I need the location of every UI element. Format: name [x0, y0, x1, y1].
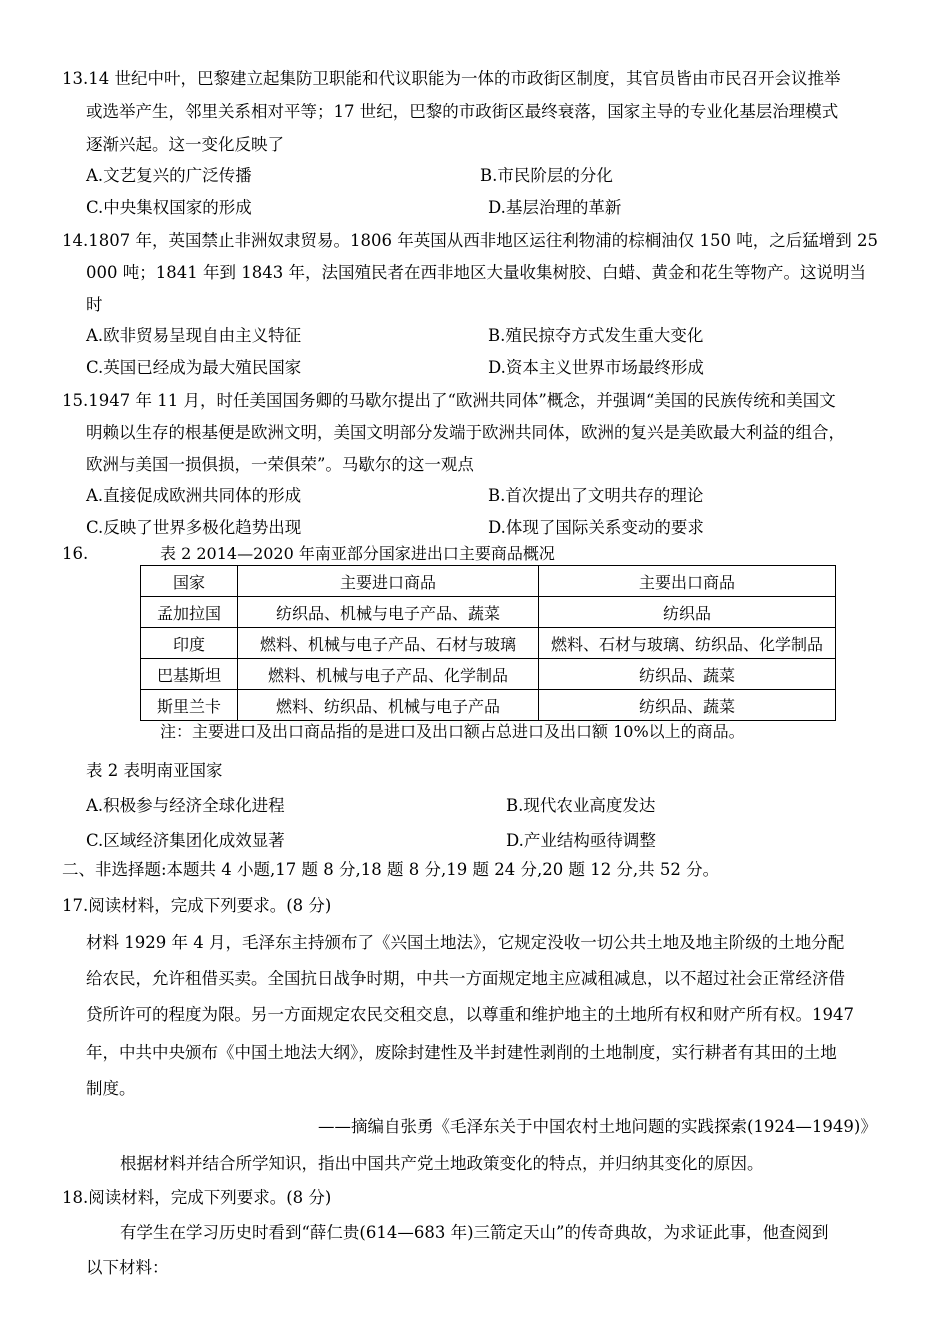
- q14-option-c: C.英国已经成为最大殖民国家: [86, 358, 302, 377]
- q14-option-a: A.欧非贸易呈现自由主义特征: [86, 326, 302, 345]
- q13-option-a: A.文艺复兴的广泛传播: [86, 166, 252, 185]
- q16-import-export-table: [140, 565, 836, 721]
- table-cell-country: 斯里兰卡: [141, 690, 238, 721]
- table-cell-exports: 纺织品、蔬菜: [539, 659, 836, 690]
- section-two-heading: 二、非选择题:本题共 4 小题,17 题 8 分,18 题 8 分,19 题 24 分,20 题 12 分,共 52 分。: [62, 860, 720, 879]
- table-header-exports: 主要出口商品: [539, 566, 836, 597]
- q15-option-b: B.首次提出了文明共存的理论: [488, 486, 704, 505]
- q13-stem-line1: 13.14 世纪中叶，巴黎建立起集防卫职能和代议职能为一体的市政街区制度，其官员皆由市民召开会议推举: [62, 69, 841, 88]
- q16-table-title: 表 2 2014—2020 年南亚部分国家进出口主要商品概况: [160, 544, 555, 563]
- q14-stem-line2: 000 吨；1841 年到 1843 年，法国殖民者在西非地区大量收集树胶、白蜡、黄金和花生等物产。这说明当: [86, 263, 866, 282]
- table-cell-country: 巴基斯坦: [141, 659, 238, 690]
- q15-option-c: C.反映了世界多极化趋势出现: [86, 518, 302, 537]
- q16-option-d: D.产业结构亟待调整: [506, 831, 656, 850]
- q13-option-b: B.市民阶层的分化: [480, 166, 613, 185]
- table-row: [141, 690, 836, 721]
- q13-option-c: C.中央集权国家的形成: [86, 198, 252, 217]
- table-cell-country: 孟加拉国: [141, 597, 238, 628]
- table-header-imports: 主要进口商品: [238, 566, 539, 597]
- q16-stem: 表 2 表明南亚国家: [86, 761, 223, 780]
- table-cell-imports: 纺织品、机械与电子产品、蔬菜: [238, 597, 539, 628]
- table-cell-imports: 燃料、纺织品、机械与电子产品: [238, 690, 539, 721]
- table-cell-country: 印度: [141, 628, 238, 659]
- table-row: [141, 628, 836, 659]
- q16-number: 16.: [62, 544, 89, 563]
- q15-option-d: D.体现了国际关系变动的要求: [488, 518, 704, 537]
- q14-option-d: D.资本主义世界市场最终形成: [488, 358, 704, 377]
- q16-option-a: A.积极参与经济全球化进程: [86, 796, 285, 815]
- q17-source: ——摘编自张勇《毛泽东关于中国农村土地问题的实践探索(1924—1949)》: [318, 1117, 877, 1136]
- table-row: [141, 597, 836, 628]
- q15-stem-line1: 15.1947 年 11 月，时任美国国务卿的马歇尔提出了“欧洲共同体”概念，并强调“美国的民族传统和美国文: [62, 391, 836, 410]
- q18-title: 18.阅读材料，完成下列要求。(8 分): [62, 1188, 332, 1207]
- table-cell-exports: 纺织品: [539, 597, 836, 628]
- table-cell-exports: 纺织品、蔬菜: [539, 690, 836, 721]
- q13-stem-line2: 或选举产生，邻里关系相对平等；17 世纪，巴黎的市政街区最终衰落，国家主导的专业化基层治理模式: [86, 102, 839, 121]
- q15-option-a: A.直接促成欧洲共同体的形成: [86, 486, 302, 505]
- q14-option-b: B.殖民掠夺方式发生重大变化: [488, 326, 704, 345]
- q17-material-line5: 制度。: [86, 1079, 136, 1098]
- q17-title: 17.阅读材料，完成下列要求。(8 分): [62, 896, 332, 915]
- table-cell-imports: 燃料、机械与电子产品、石材与玻璃: [238, 628, 539, 659]
- table-header-country: 国家: [141, 566, 238, 597]
- q16-option-b: B.现代农业高度发达: [506, 796, 656, 815]
- q16-option-c: C.区域经济集团化成效显著: [86, 831, 285, 850]
- q18-paragraph-line2: 以下材料：: [86, 1258, 169, 1277]
- table-header-row: [141, 566, 836, 597]
- q15-stem-line2: 明赖以生存的根基便是欧洲文明，美国文明部分发端于欧洲共同体，欧洲的复兴是美欧最大利益的组合，: [86, 423, 845, 442]
- table-row: [141, 659, 836, 690]
- q18-paragraph-line1: 有学生在学习历史时看到“薛仁贵(614—683 年)三箭定天山”的传奇典故，为求证此事，他查阅到: [120, 1223, 829, 1242]
- q14-stem-line3: 时: [86, 295, 103, 314]
- q15-stem-line3: 欧洲与美国一损俱损，一荣俱荣”。马歇尔的这一观点: [86, 455, 474, 474]
- table-cell-exports: 燃料、石材与玻璃、纺织品、化学制品: [539, 628, 836, 659]
- table-cell-imports: 燃料、机械与电子产品、化学制品: [238, 659, 539, 690]
- q13-stem-line3: 逐渐兴起。这一变化反映了: [86, 135, 284, 154]
- q17-material-line4: 年，中共中央颁布《中国土地法大纲》，废除封建性及半封建性剥削的土地制度，实行耕者有其田的土地: [86, 1043, 837, 1062]
- q17-material-line3: 贷所许可的程度为限。另一方面规定农民交租交息，以尊重和维护地主的土地所有权和财产所有权。1947: [86, 1005, 854, 1024]
- q17-material-line1: 材料 1929 年 4 月，毛泽东主持颁布了《兴国土地法》，它规定没收一切公共土地及地主阶级的土地分配: [86, 933, 845, 952]
- q17-task: 根据材料并结合所学知识，指出中国共产党土地政策变化的特点，并归纳其变化的原因。: [120, 1154, 764, 1173]
- q13-option-d: D.基层治理的革新: [488, 198, 622, 217]
- q17-material-line2: 给农民，允许租借买卖。全国抗日战争时期，中共一方面规定地主应减租减息，以不超过社会正常经济借: [86, 969, 845, 988]
- q16-table-note: 注：主要进口及出口商品指的是进口及出口额占总进口及出口额 10%以上的商品。: [160, 722, 745, 741]
- q14-stem-line1: 14.1807 年，英国禁止非洲奴隶贸易。1806 年英国从西非地区运往利物浦的棕榈油仅 150 吨，之后猛增到 25: [62, 231, 878, 250]
